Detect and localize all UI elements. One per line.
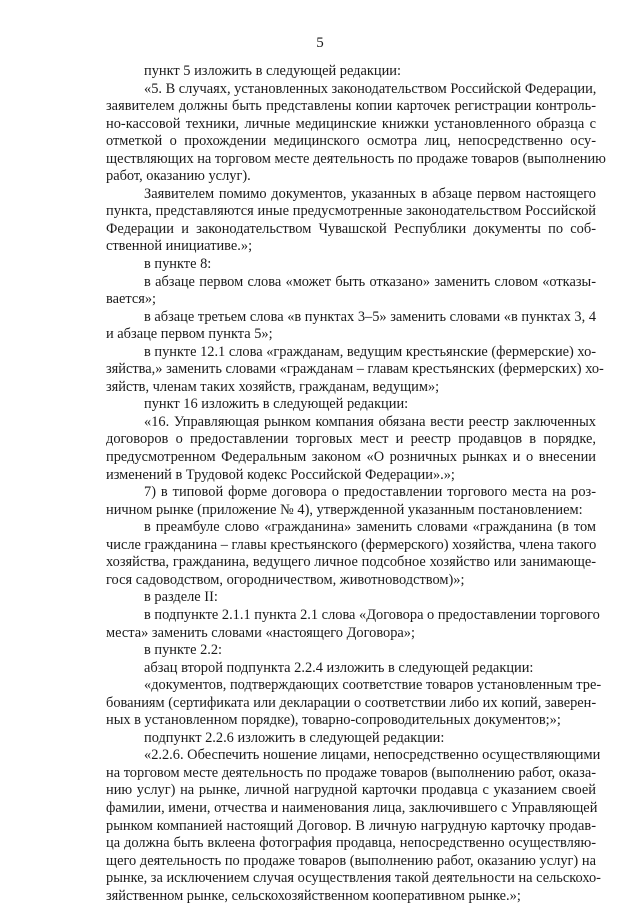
text-line: работ, оказанию услуг). bbox=[106, 168, 251, 185]
text-line: щего деятельность по продаже товаров (выполнению работ, оказанию услуг) на bbox=[106, 852, 596, 869]
text-line: Федерации и законодательством Чувашской Республики документы по соб- bbox=[106, 220, 596, 237]
text-line: ных в установленном порядке), товарно-сопроводительных документов;»; bbox=[106, 712, 561, 729]
text-line: гося садоводством, огородничеством, животноводством)»; bbox=[106, 571, 465, 588]
text-line: в пункте 8: bbox=[144, 256, 212, 273]
text-line: ца должна быть вклеена фотография продавца, непосредственно осуществляю- bbox=[106, 835, 596, 852]
text-line: «документов, подтверждающих соответствие товаров установленным тре- bbox=[144, 677, 602, 694]
text-line: ничном рынке (приложение № 4), утвержденной указанным постановлением: bbox=[106, 501, 583, 518]
text-line: договоров о предоставлении торговых мест и реестр продавцов в порядке, bbox=[106, 431, 596, 448]
text-line: «2.2.6. Обеспечить ношение лицами, непосредственно осуществляющими bbox=[144, 747, 601, 764]
text-line: изменений в Трудовой кодекс Российской Федерации».»; bbox=[106, 466, 455, 483]
text-line: места» заменить словами «настоящего Договора»; bbox=[106, 624, 415, 641]
text-line: и абзаце первом пункта 5»; bbox=[106, 326, 273, 343]
page-number: 5 bbox=[316, 35, 324, 51]
text-line: в преамбуле слово «гражданина» заменить словами «гражданина (в том bbox=[144, 519, 596, 536]
text-line: пункт 16 изложить в следующей редакции: bbox=[144, 396, 409, 413]
text-line: рынке, за исключением случая осуществления такой деятельности на сельскохо- bbox=[106, 870, 601, 887]
text-line: бованиям (сертификата или декларации о соответствии либо их копий, заверен- bbox=[106, 694, 597, 711]
text-line: вается»; bbox=[106, 291, 157, 308]
text-line: в пункте 12.1 слова «гражданам, ведущим крестьянские (фермерские) хо- bbox=[144, 343, 597, 360]
text-line: нию услуг) на рынке, личной нагрудной карточки продавца с указанием своей bbox=[106, 782, 596, 799]
text-line: Заявителем помимо документов, указанных в абзаце первом настоящего bbox=[144, 185, 596, 202]
text-line: абзац второй подпункта 2.2.4 изложить в следующей редакции: bbox=[144, 659, 534, 676]
text-line: зяйственном рынке, сельскохозяйственном кооперативном рынке.»; bbox=[106, 887, 521, 904]
text-line: в разделе II: bbox=[144, 589, 218, 606]
text-line: подпункт 2.2.6 изложить в следующей редакции: bbox=[144, 729, 445, 746]
text-line: но-кассовой техники, личные медицинские книжки установленного образца с bbox=[106, 115, 596, 132]
text-line: в пункте 2.2: bbox=[144, 642, 223, 659]
text-line: хозяйства, гражданина, ведущего личное подсобное хозяйство или занимающе- bbox=[106, 554, 596, 571]
text-line: пункт 5 изложить в следующей редакции: bbox=[144, 63, 401, 79]
text-line: предусмотренном Федеральным законом «О розничных рынках и о внесении bbox=[106, 449, 596, 466]
document-body bbox=[106, 63, 606, 905]
text-line: «16. Управляющая рынком компания обязана вести реестр заключенных bbox=[144, 413, 596, 430]
text-line: 7) в типовой форме договора о предоставлении торгового места на роз- bbox=[144, 484, 596, 501]
text-line: отметкой о прохождении медицинского осмотра лиц, непосредственно осу- bbox=[106, 133, 596, 150]
text-line: пункта, представляются иные предусмотренные законодательством Российской bbox=[106, 203, 596, 220]
text-line: в подпункте 2.1.1 пункта 2.1 слова «Договора о предоставлении торгового bbox=[144, 606, 600, 623]
text-line: числе гражданина – главы крестьянского (фермерского) хозяйства, члена такого bbox=[106, 536, 597, 553]
text-line: заявителем должны быть представлены копии карточек регистрации контроль- bbox=[106, 98, 596, 115]
text-line: ственной инициативе.»; bbox=[106, 238, 253, 255]
text-line: в абзаце третьем слова «в пунктах 3–5» заменить словами «в пунктах 3, 4 bbox=[144, 308, 597, 325]
text-line: фамилии, имени, отчества и наименования лица, заключившего с Управляющей bbox=[106, 799, 598, 816]
text-line: рынком компанией настоящий Договор. В личную нагрудную карточку продав- bbox=[106, 817, 596, 834]
text-line: зяйств, членам таких хозяйств, гражданам, ведущим»; bbox=[106, 378, 440, 395]
text-line: в абзаце первом слова «может быть отказано» заменить словом «отказы- bbox=[144, 273, 596, 290]
text-line: «5. В случаях, установленных законодательством Российской Федерации, bbox=[144, 80, 597, 97]
text-line: на торговом месте деятельность по продаже товаров (выполнению работ, оказа- bbox=[106, 764, 596, 781]
text-line: ществляющих на торговом месте деятельность по продаже товаров (выполнению bbox=[106, 150, 606, 167]
text-line: зяйства,» заменить словами «гражданам – главам крестьянских (фермерских) хо- bbox=[106, 361, 604, 378]
